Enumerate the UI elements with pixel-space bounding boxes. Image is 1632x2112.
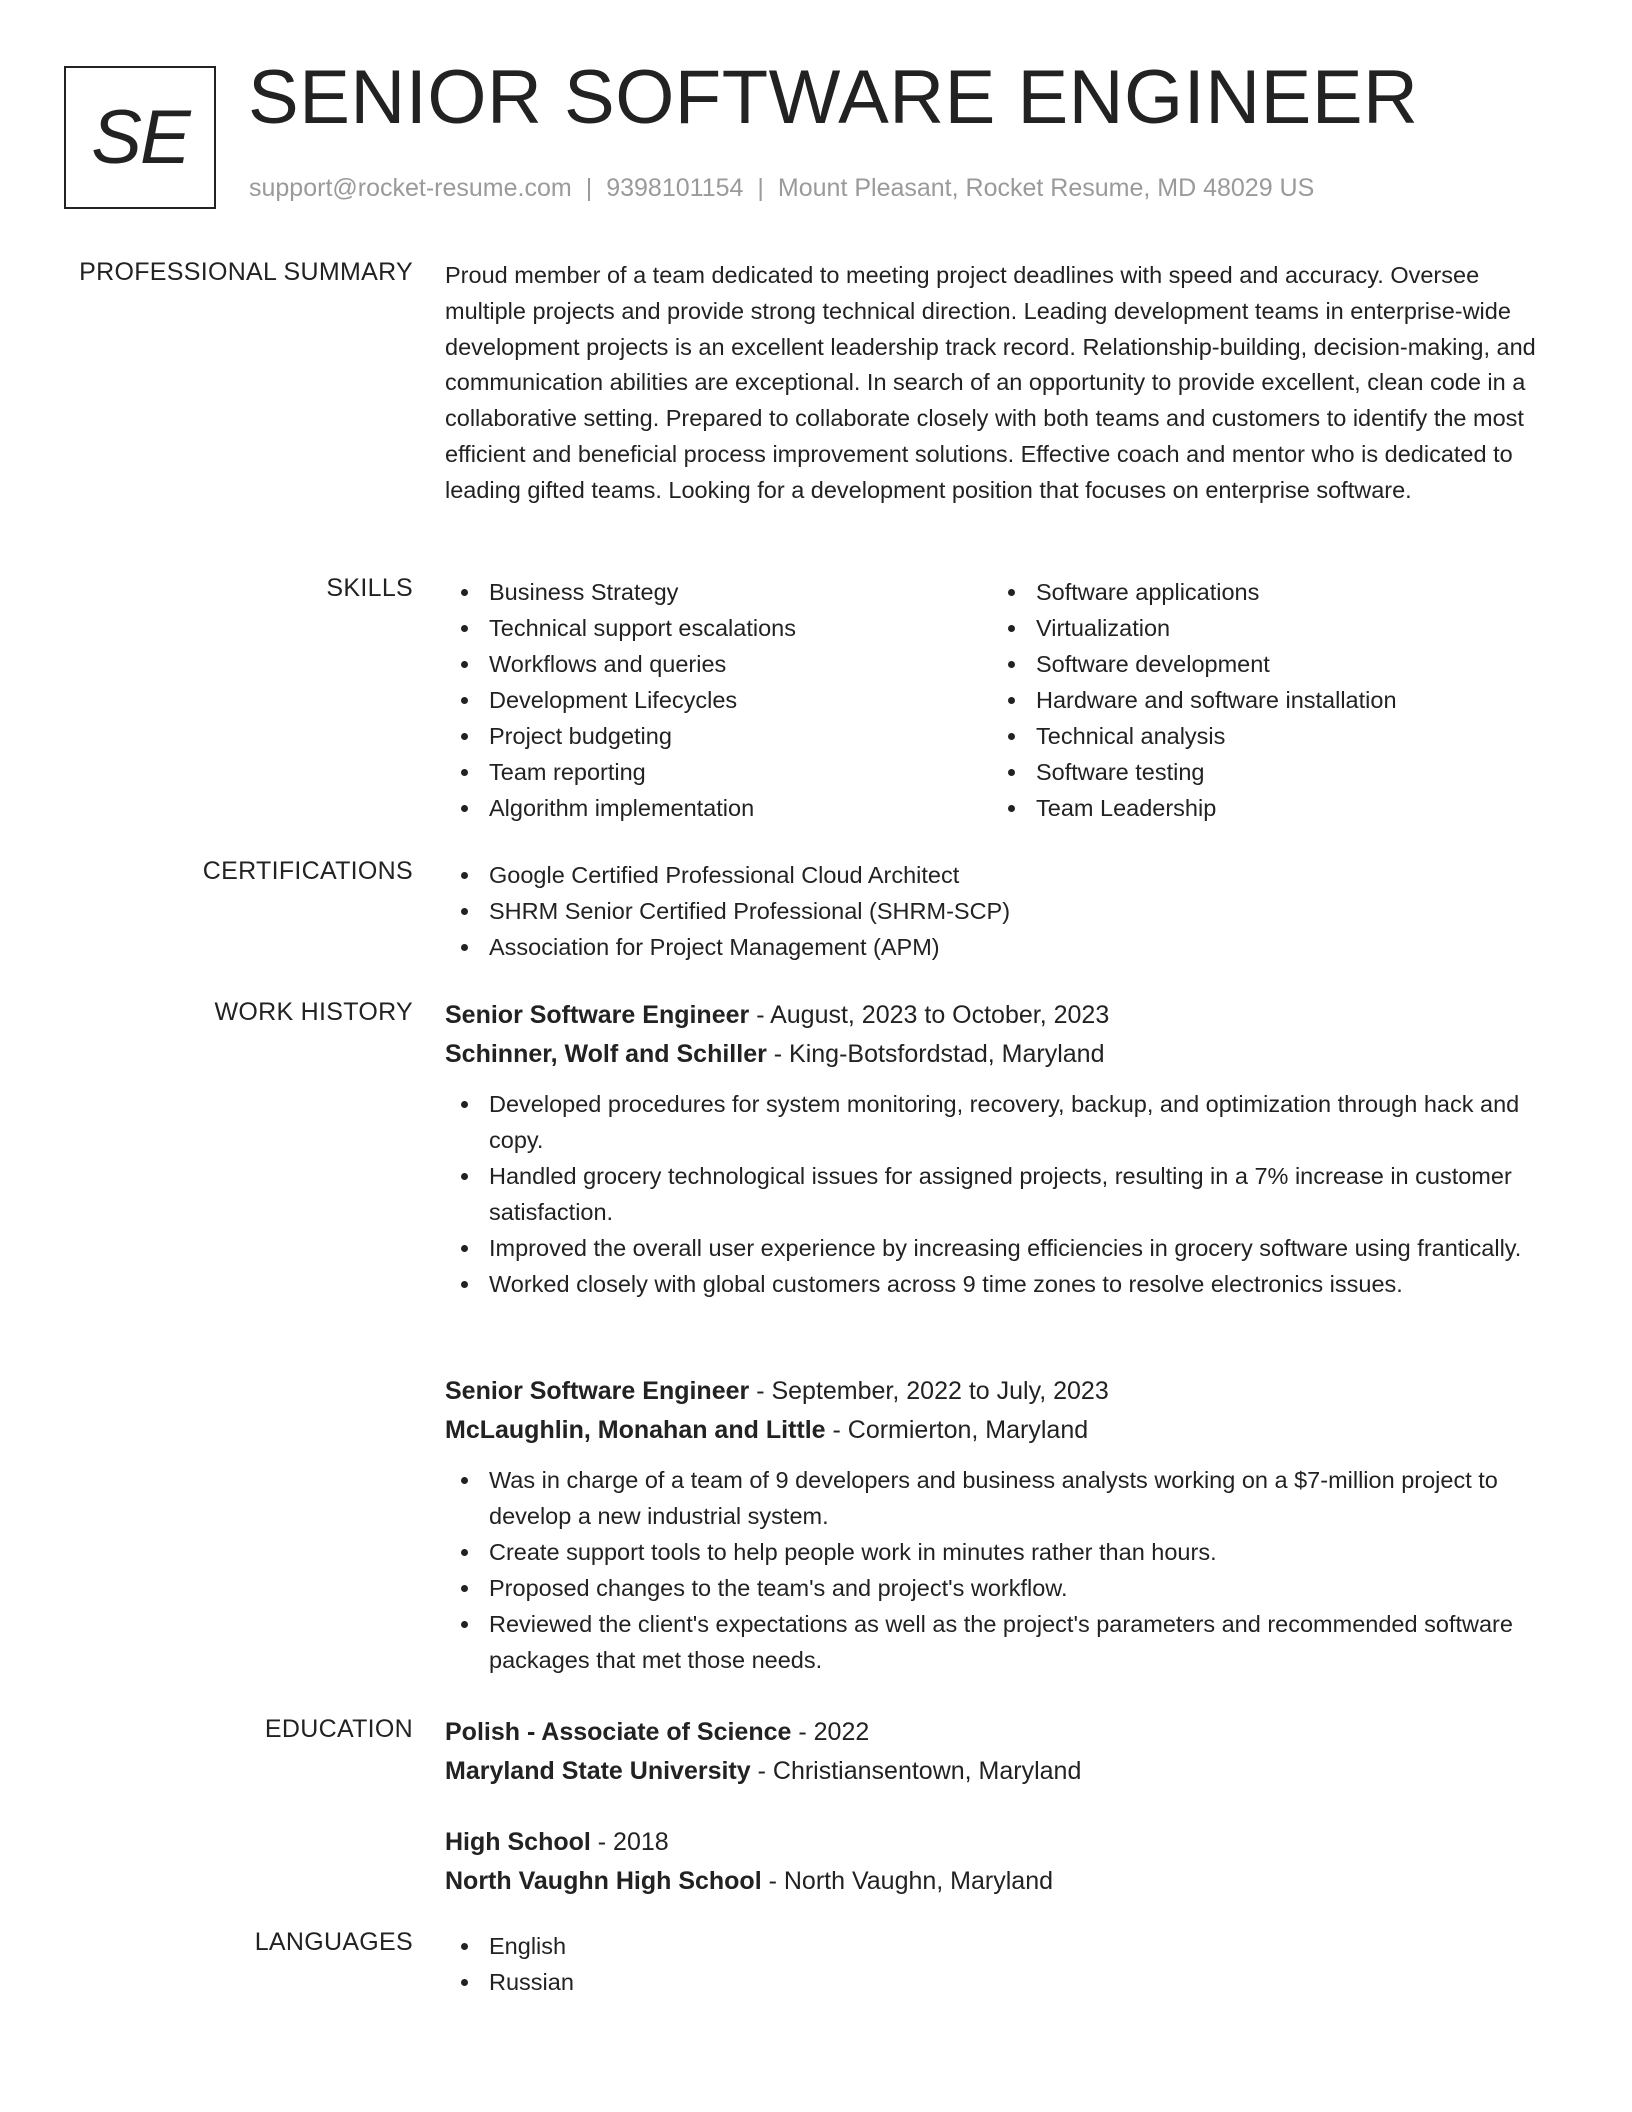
job-duty-item: Improved the overall user experience by increasing efficiencies in grocery software using frantically. (445, 1230, 1565, 1266)
job-company: Schinner, Wolf and Schiller (445, 1040, 767, 1068)
job-dates: - September, 2022 to July, 2023 (749, 1377, 1109, 1405)
section-label-skills: SKILLS (326, 574, 413, 602)
skill-item: Software applications (992, 574, 1539, 610)
skill-item: Development Lifecycles (445, 682, 992, 718)
education-school-line (445, 1862, 1565, 1901)
education-location: - Christiansentown, Maryland (750, 1757, 1082, 1785)
contact-location: Mount Pleasant, Rocket Resume, MD 48029 US (777, 174, 1315, 202)
monogram-initials: SE (91, 95, 189, 180)
job-entry (445, 1372, 1565, 1678)
job-location: - Cormierton, Maryland (825, 1416, 1089, 1444)
job-company-line (445, 1035, 1565, 1074)
skills-list-left (445, 574, 992, 826)
job-duty-item: Developed procedures for system monitoring, recovery, backup, and optimization through hack and copy. (445, 1086, 1565, 1158)
education-entry (445, 1823, 1565, 1901)
job-company-line (445, 1411, 1565, 1450)
job-duty-item: Reviewed the client's expectations as well as the project's parameters and recommended software packages that met those needs. (445, 1606, 1565, 1678)
language-item: English (445, 1928, 1565, 1964)
contact-line (249, 174, 1314, 203)
job-title-line (445, 996, 1565, 1035)
skill-item: Team Leadership (992, 790, 1539, 826)
skill-item: Algorithm implementation (445, 790, 992, 826)
skill-item: Business Strategy (445, 574, 992, 610)
skill-item: Team reporting (445, 754, 992, 790)
skills-columns (445, 574, 1565, 826)
contact-email[interactable]: support@rocket-resume.com (249, 174, 572, 202)
contact-separator: | (757, 174, 764, 202)
job-company: McLaughlin, Monahan and Little (445, 1416, 826, 1444)
education-school-line (445, 1752, 1565, 1791)
education-year: - 2018 (590, 1828, 669, 1856)
monogram-box (64, 66, 216, 209)
job-title: Senior Software Engineer (445, 1001, 750, 1029)
education-degree: Polish - Associate of Science (445, 1718, 792, 1746)
skill-item: Virtualization (992, 610, 1539, 646)
job-duties-list (445, 1462, 1565, 1678)
resume-title: SENIOR SOFTWARE ENGINEER (248, 55, 1419, 140)
education-degree: High School (445, 1828, 591, 1856)
skill-item: Software testing (992, 754, 1539, 790)
summary-text: Proud member of a team dedicated to meeting project deadlines with speed and accuracy. Oversee multiple projects and provide strong technical direction. Leading development teams in enterprise-wide development projects is an excellent leadership track record. Relationship-building, decision-making, and communication abilities are exceptional. In search of an opportunity to provide excellent, clean code in a collaborative setting. Prepared to collaborate closely with both teams and customers to identify the most efficient and beneficial process improvement solutions. Effective coach and mentor who is dedicated to leading gifted teams. Looking for a development position that focuses on enterprise software. (445, 262, 1536, 503)
languages-list (445, 1928, 1565, 2000)
section-label-work-history: WORK HISTORY (214, 998, 413, 1026)
section-label-languages: LANGUAGES (254, 1928, 413, 1956)
section-label-education: EDUCATION (264, 1715, 413, 1743)
skill-item: Software development (992, 646, 1539, 682)
skill-item: Technical analysis (992, 718, 1539, 754)
skill-item: Project budgeting (445, 718, 992, 754)
job-title: Senior Software Engineer (445, 1377, 750, 1405)
certifications-body (445, 857, 1565, 965)
skills-list-right (992, 574, 1539, 826)
certification-item: SHRM Senior Certified Professional (SHRM-SCP) (445, 893, 1565, 929)
certification-item: Google Certified Professional Cloud Architect (445, 857, 1565, 893)
job-duty-item: Was in charge of a team of 9 developers and business analysts working on a $7-million project to develop a new industrial system. (445, 1462, 1565, 1534)
education-year: - 2022 (791, 1718, 870, 1746)
languages-body (445, 1928, 1565, 2000)
job-duty-item: Worked closely with global customers across 9 time zones to resolve electronics issues. (445, 1266, 1565, 1302)
skill-item: Technical support escalations (445, 610, 992, 646)
section-label-summary: PROFESSIONAL SUMMARY (79, 258, 413, 286)
job-dates: - August, 2023 to October, 2023 (749, 1001, 1110, 1029)
certification-item: Association for Project Management (APM) (445, 929, 1565, 965)
education-location: - North Vaughn, Maryland (761, 1867, 1054, 1895)
education-degree-line (445, 1823, 1565, 1862)
education-school: Maryland State University (445, 1757, 751, 1785)
skill-item: Hardware and software installation (992, 682, 1539, 718)
job-duties-list (445, 1086, 1565, 1302)
education-school: North Vaughn High School (445, 1867, 762, 1895)
job-duty-item: Handled grocery technological issues for assigned projects, resulting in a 7% increase in customer satisfaction. (445, 1158, 1565, 1230)
education-degree-line (445, 1713, 1565, 1752)
section-label-certifications: CERTIFICATIONS (202, 857, 413, 885)
language-item: Russian (445, 1964, 1565, 2000)
certifications-list (445, 857, 1565, 965)
job-title-line (445, 1372, 1565, 1411)
contact-separator: | (585, 174, 593, 202)
job-duty-item: Proposed changes to the team's and project's workflow. (445, 1570, 1565, 1606)
job-duty-item: Create support tools to help people work in minutes rather than hours. (445, 1534, 1565, 1570)
job-entry (445, 996, 1565, 1302)
skill-item: Workflows and queries (445, 646, 992, 682)
education-entry (445, 1713, 1565, 1791)
contact-phone[interactable]: 9398101154 (606, 174, 744, 202)
job-location: - King-Botsfordstad, Maryland (766, 1040, 1105, 1068)
